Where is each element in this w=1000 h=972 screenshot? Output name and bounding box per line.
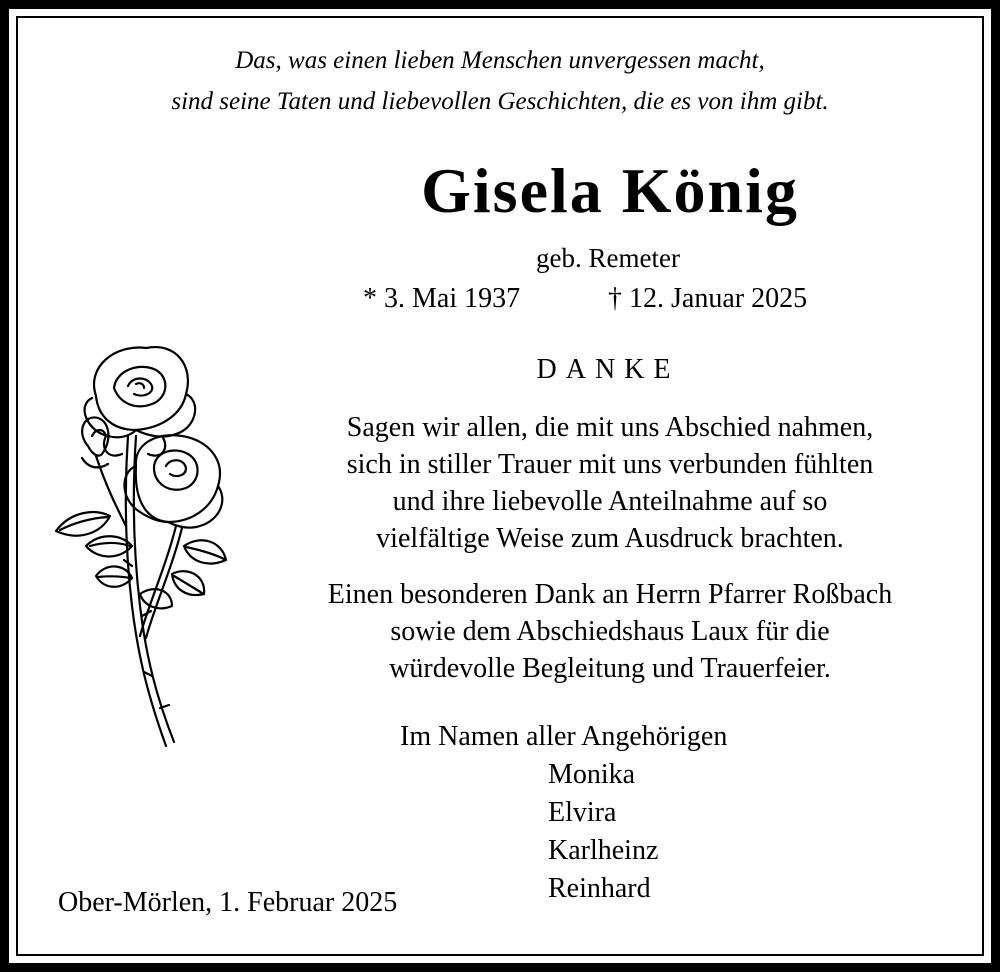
family-member-name: Monika bbox=[548, 759, 636, 790]
thanks-line: Sagen wir allen, die mit uns Abschied nahmen, bbox=[346, 412, 874, 443]
thanks-line: sowie dem Abschiedshaus Laux für die bbox=[390, 616, 830, 647]
thanks-line: vielfältige Weise zum Ausdruck brachten. bbox=[376, 523, 844, 554]
birth-date: * 3. Mai 1937 bbox=[363, 283, 521, 314]
thanks-line: sich in stiller Trauer mit uns verbunden fühlten bbox=[346, 449, 874, 480]
quote-line-2: sind seine Taten und liebevollen Geschichten, die es von ihm gibt. bbox=[171, 88, 829, 115]
quote-line-1: Das, was einen lieben Menschen unvergessen macht, bbox=[235, 47, 765, 74]
thanks-line: und ihre liebevolle Anteilnahme auf so bbox=[392, 486, 828, 517]
memorial-quote bbox=[0, 40, 1000, 122]
maiden-name: geb. Remeter bbox=[536, 243, 680, 273]
thanks-line: würdevolle Begleitung und Trauerfeier. bbox=[389, 653, 831, 684]
family-member-name: Reinhard bbox=[548, 873, 651, 904]
thanks-line: Einen besonderen Dank an Herrn Pfarrer Roßbach bbox=[327, 579, 893, 610]
thanks-paragraph-2 bbox=[240, 576, 980, 687]
signature-intro: Im Namen aller Angehörigen bbox=[400, 721, 728, 752]
deceased-name: Gisela König bbox=[421, 155, 799, 226]
place-and-date: Ober-Mörlen, 1. Februar 2025 bbox=[58, 887, 398, 918]
family-member-name: Karlheinz bbox=[548, 835, 659, 866]
thanks-paragraph-1 bbox=[240, 409, 980, 557]
signature-block bbox=[400, 718, 800, 908]
rose-icon bbox=[36, 336, 232, 756]
thanks-heading: DANKE bbox=[536, 354, 680, 385]
family-member-name: Elvira bbox=[548, 797, 617, 828]
death-date: † 12. Januar 2025 bbox=[608, 283, 808, 314]
